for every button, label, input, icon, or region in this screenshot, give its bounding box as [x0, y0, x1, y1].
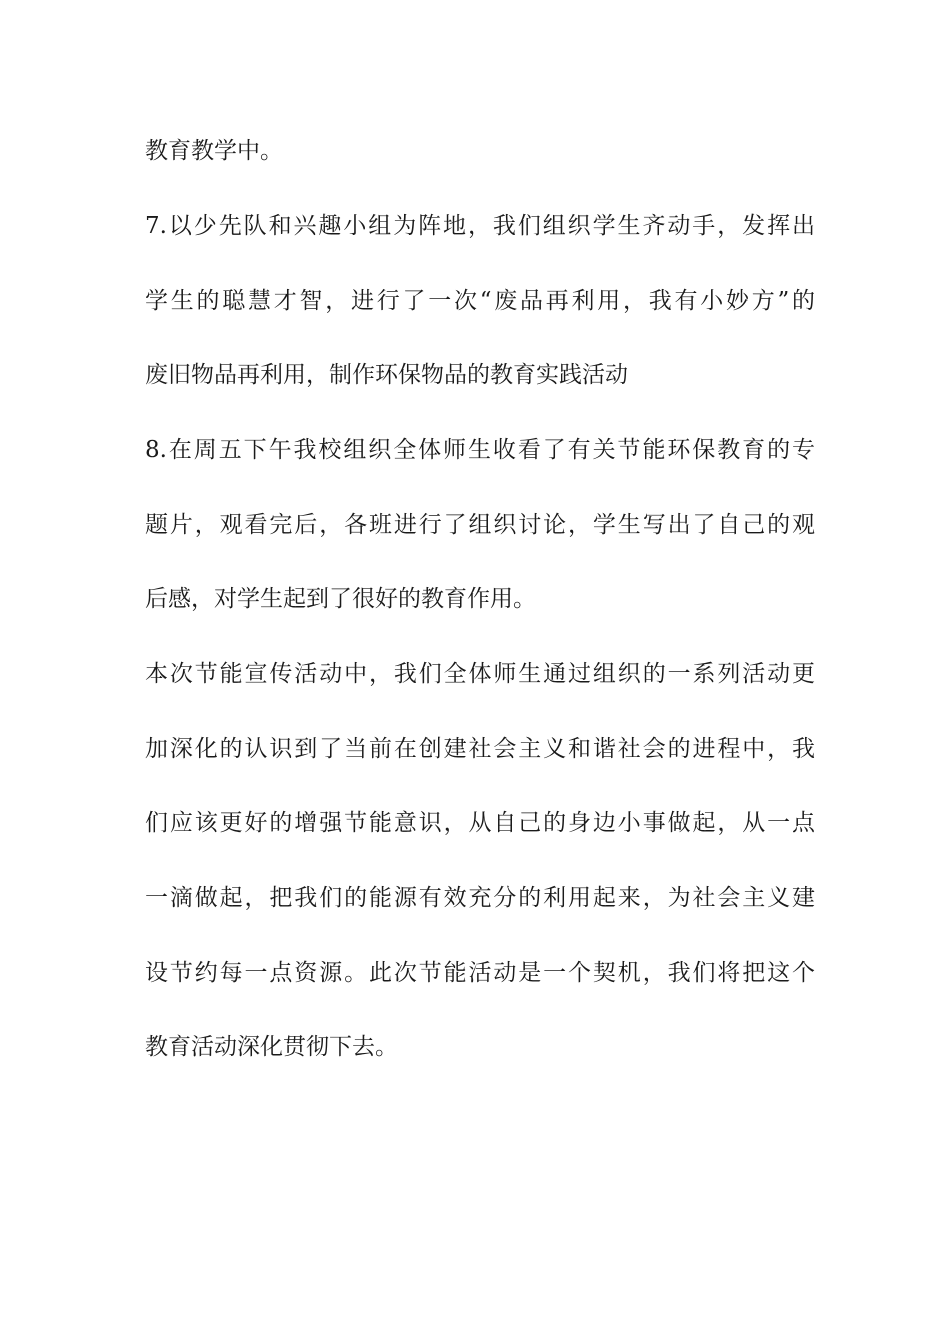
text-line: 本次节能宣传活动中，我们全体师生通过组织的一系列活动更	[145, 661, 815, 687]
text-line: 们应该更好的增强节能意识，从自己的身边小事做起，从一点	[145, 810, 815, 836]
text-line: 一滴做起，把我们的能源有效充分的利用起来，为社会主义建	[145, 885, 815, 911]
text-line: 教育教学中。	[145, 138, 283, 164]
text-line: 教育活动深化贯彻下去。	[145, 1034, 398, 1060]
text-line: 设节约每一点资源。此次节能活动是一个契机，我们将把这个	[145, 960, 815, 986]
text-line: 后感，对学生起到了很好的教育作用。	[145, 586, 536, 612]
text-line: 学生的聪慧才智，进行了一次“废品再利用，我有小妙方”的	[145, 288, 815, 314]
text-line: 7.以少先队和兴趣小组为阵地，我们组织学生齐动手，发挥出	[145, 213, 815, 239]
text-line: 废旧物品再利用，制作环保物品的教育实践活动	[145, 362, 628, 388]
text-line: 题片，观看完后，各班进行了组织讨论，学生写出了自己的观	[145, 512, 815, 538]
text-line: 8.在周五下午我校组织全体师生收看了有关节能环保教育的专	[145, 437, 815, 463]
text-line: 加深化的认识到了当前在创建社会主义和谐社会的进程中，我	[145, 736, 815, 762]
